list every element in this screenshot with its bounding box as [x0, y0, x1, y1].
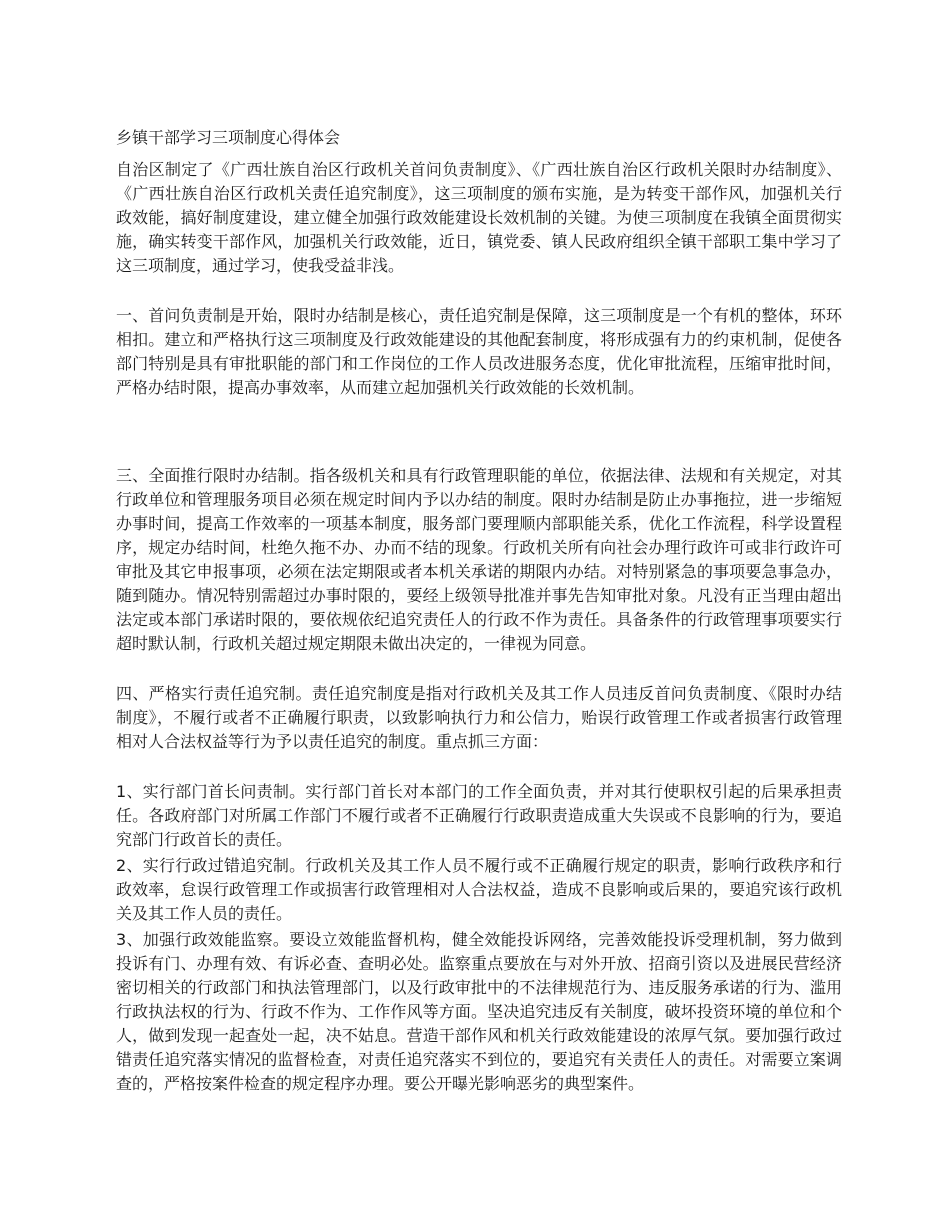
document-title: 乡镇干部学习三项制度心得体会	[116, 128, 341, 147]
paragraph-item-3: 3、加强行政效能监察。要设立效能监督机构，健全效能投诉网络，完善效能投诉受理机制，努力做到投诉有门、办理有效、有诉必查、查明必处。监察重点要放在与对外开放、招商引资以及进展民营经济密切相关的行政部门和执法管理部门，以及行政审批中的不法律规范行为、违反服务承诺的行为、滥用行政执法权的行为、行政不作为、工作作风等方面。坚决追究违反有关制度，破坏投资环境的单位和个人，做到发现一起查处一起，决不姑息。营造干部作风和机关行政效能建设的浓厚气氛。要加强行政过错责任追究落实情况的监督检查，对责任追究落实不到位的，要追究有关责任人的责任。对需要立案调查的，严格按案件检查的规定程序办理。要公开曝光影响恶劣的典型案件。	[116, 930, 842, 1093]
paragraph-section-4: 四、严格实行责任追究制。责任追究制度是指对行政机关及其工作人员违反首问负责制度、《限时办结制度》，不履行或者不正确履行职责，以致影响执行力和公信力，贻误行政管理工作或者损害行政管理相对人合法权益等行为予以责任追究的制度。重点抓三方面：	[116, 684, 842, 751]
paragraph-section-3: 三、全面推行限时办结制。指各级机关和具有行政管理职能的单位，依据法律、法规和有关规定，对其行政单位和管理服务项目必须在规定时间内予以办结的制度。限时办结制是防止办事拖拉，进一步缩短办事时间，提高工作效率的一项基本制度，服务部门要理顺内部职能关系，优化工作流程，科学设置程序，规定办结时间，杜绝久拖不办、办而不结的现象。行政机关所有向社会办理行政许可或非行政许可审批及其它申报事项，必须在法定期限或者本机关承诺的期限内办结。对特别紧急的事项要急事急办，随到随办。情况特别需超过办事时限的，要经上级领导批准并事先告知审批对象。凡没有正当理由超出法定或本部门承诺时限的，要依规依纪追究责任人的行政不作为责任。具备条件的行政管理事项要实行超时默认制，行政机关超过规定期限未做出决定的，一律视为同意。	[116, 466, 842, 653]
paragraph-section-1: 一、首问负责制是开始，限时办结制是核心，责任追究制是保障，这三项制度是一个有机的整体，环环相扣。建立和严格执行这三项制度及行政效能建设的其他配套制度，将形成强有力的约束机制，促使各部门特别是具有审批职能的部门和工作岗位的工作人员改进服务态度，优化审批流程，压缩审批时间，严格办结时限，提高办事效率，从而建立起加强机关行政效能的长效机制。	[116, 306, 842, 397]
paragraph-item-2: 2、实行行政过错追究制。行政机关及其工作人员不履行或不正确履行规定的职责，影响行政秩序和行政效率，怠误行政管理工作或损害行政管理相对人合法权益，造成不良影响或后果的，要追究该行政机关及其工作人员的责任。	[116, 856, 842, 923]
paragraph-intro: 自治区制定了《广西壮族自治区行政机关首问负责制度》、《广西壮族自治区行政机关限时办结制度》、《广西壮族自治区行政机关责任追究制度》，这三项制度的颁布实施，是为转变干部作风，加强机关行政效能，搞好制度建设，建立健全加强行政效能建设长效机制的关键。为使三项制度在我镇全面贯彻实施，确实转变干部作风，加强机关行政效能，近日，镇党委、镇人民政府组织全镇干部职工集中学习了这三项制度，通过学习，使我受益非浅。	[116, 160, 842, 275]
paragraph-item-1: 1、实行部门首长问责制。实行部门首长对本部门的工作全面负责，并对其行使职权引起的后果承担责任。各政府部门对所属工作部门不履行或者不正确履行行政职责造成重大失误或不良影响的行为，要追究部门行政首长的责任。	[116, 782, 842, 849]
